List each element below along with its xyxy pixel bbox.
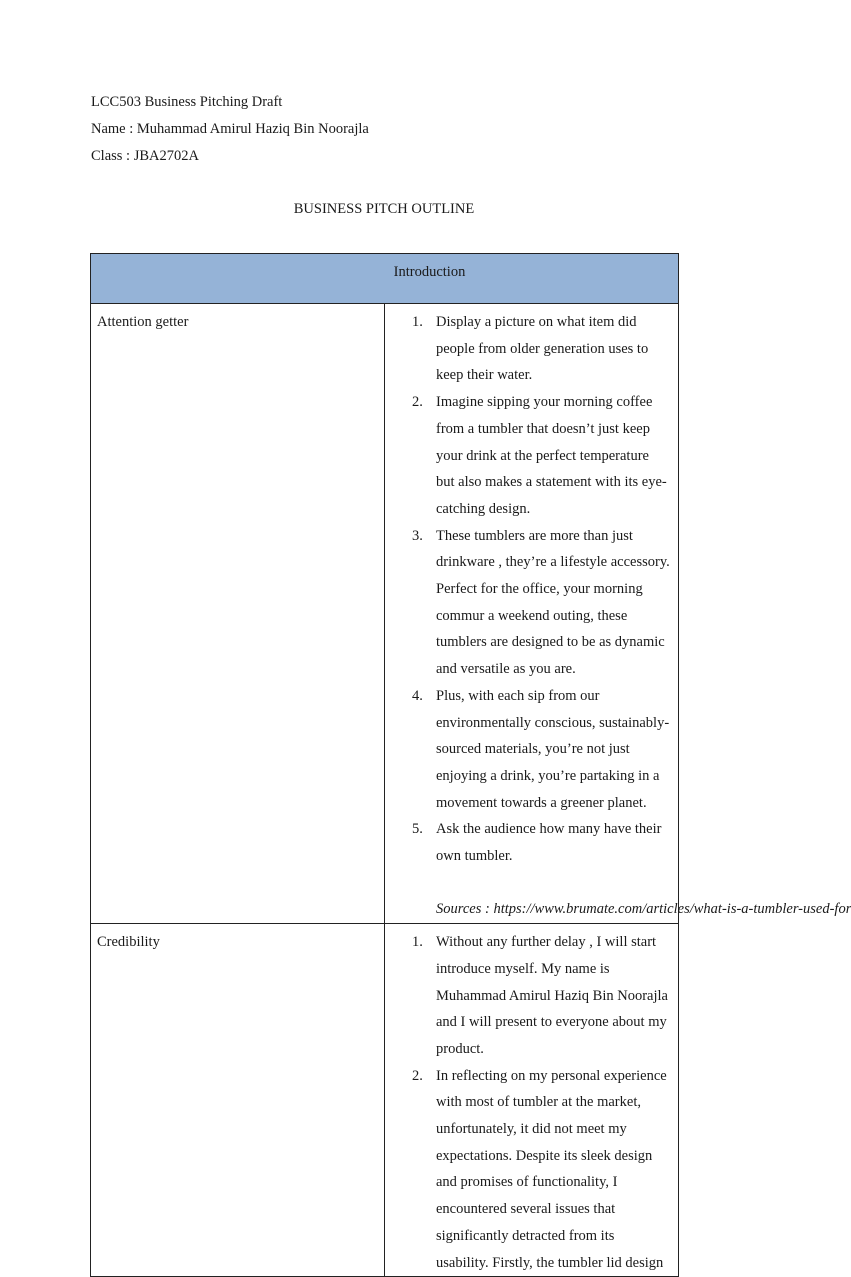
row-label-credibility: Credibility <box>91 924 385 1277</box>
row-label-attention-getter: Attention getter <box>91 304 385 924</box>
list-item <box>385 816 670 869</box>
list-item <box>385 309 670 389</box>
student-name: Name : Muhammad Amirul Haziq Bin Noorajla <box>91 121 369 137</box>
item-number: 2. <box>412 394 423 411</box>
item-text: Without any further delay , I will start introduce myself. My name is Muhammad Amirul Haziq Bin Noorajla and I will present to everyone about my product. <box>436 934 668 1057</box>
item-number: 1. <box>412 314 423 330</box>
item-text: Ask the audience how many have their own tumbler. <box>436 821 662 865</box>
row-content-credibility <box>385 924 679 1277</box>
list-item <box>385 683 670 817</box>
item-text: Imagine sipping your morning coffee from a tumbler that doesn’t just keep your drink at the perfect temperature but also makes a statement with its eye-catching design. <box>436 394 667 517</box>
item-number: 2. <box>412 1067 423 1084</box>
item-text: These tumblers are more than just drinkware , they’re a lifestyle accessory. Perfect for the office, your morning commur a weekend outing, these tumblers are designed to be as dynamic and versatile as you are. <box>436 527 670 678</box>
credibility-list <box>385 929 670 1276</box>
section-heading-cell <box>91 254 679 304</box>
pitch-outline-table <box>90 253 851 1277</box>
class-code: Class : JBA2702A <box>91 148 199 164</box>
row-content-attention-getter <box>385 304 851 924</box>
source-citation: Sources : https://www.brumate.com/articles/what-is-a-tumbler-used-for <box>436 901 851 918</box>
item-number: 5. <box>412 821 423 838</box>
item-number: 1. <box>412 934 423 951</box>
item-text: In reflecting on my personal experience with most of tumbler at the market, unfortunately, it did not meet my expectations. Despite its sleek design and promises of functionality, I encountered several issues that significantly detracted from its usability. Firstly, the tumbler lid design <box>436 1067 667 1271</box>
list-item <box>385 1063 670 1277</box>
list-item <box>385 523 670 683</box>
table-header-row <box>91 254 679 304</box>
course-title: LCC503 Business Pitching Draft <box>91 94 283 110</box>
item-text: Plus, with each sip from our environmentally conscious, sustainably-sourced materials, you’re not just enjoying a drink, you’re partaking in a movement towards a greener planet. <box>436 687 670 811</box>
document-title: BUSINESS PITCH OUTLINE <box>293 201 475 217</box>
table-row <box>91 924 679 1277</box>
item-number: 3. <box>412 527 423 544</box>
list-item <box>385 929 670 1063</box>
item-text: Display a picture on what item did people from older generation uses to keep their water. <box>436 314 649 384</box>
section-heading: Introduction <box>393 264 466 280</box>
table-row <box>91 304 679 924</box>
attention-getter-list <box>385 309 670 870</box>
item-number: 4. <box>412 687 423 704</box>
list-item <box>385 389 670 523</box>
